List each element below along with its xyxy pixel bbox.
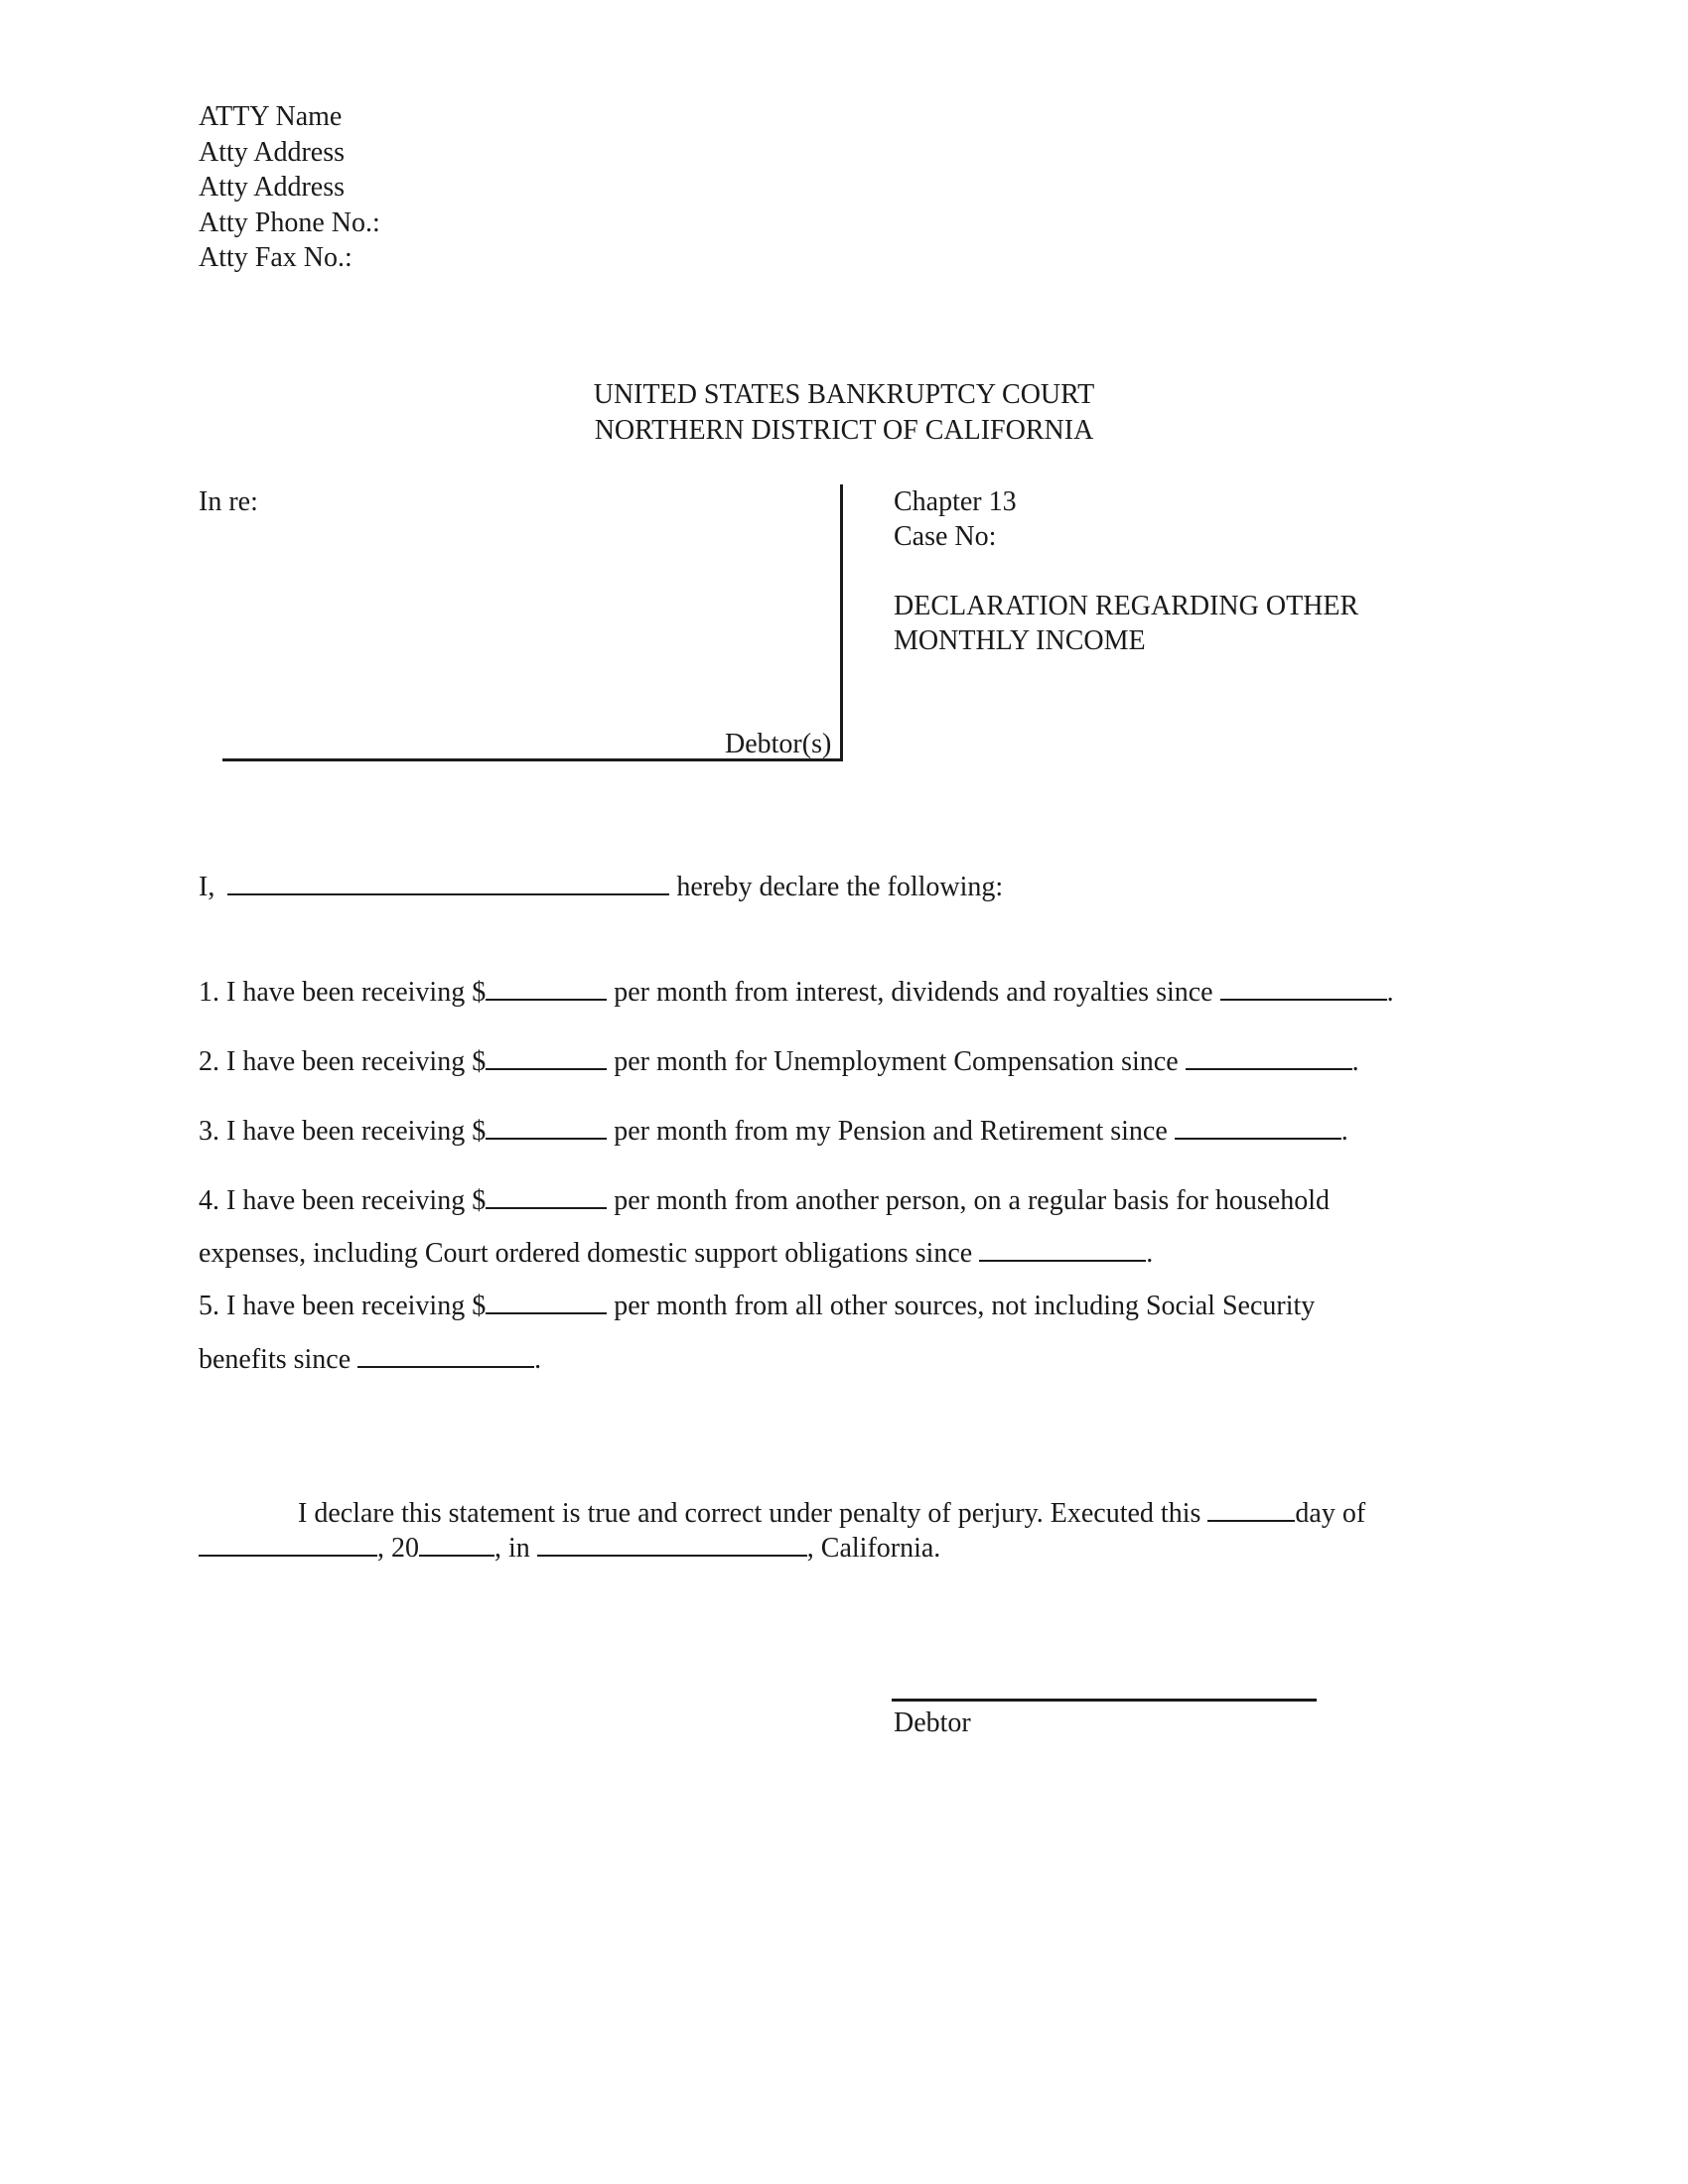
execution-day-blank[interactable]: [1207, 1494, 1295, 1522]
execution-month-blank[interactable]: [199, 1529, 377, 1557]
item-2-description: per month for Unemployment Compensation since: [607, 1046, 1186, 1077]
attorney-phone: Atty Phone No.:: [199, 206, 380, 238]
attorney-fax: Atty Fax No.:: [199, 242, 352, 273]
declarant-name-blank[interactable]: [227, 868, 669, 895]
debtor-signature-label: Debtor: [894, 1707, 971, 1738]
certification-year-prefix: , 20: [377, 1533, 419, 1564]
item-5-date-blank[interactable]: [357, 1340, 534, 1368]
attorney-block: [199, 99, 380, 276]
item-4-description-continued: expenses, including Court ordered domestic support obligations since: [199, 1238, 980, 1269]
item-1-start: 1. I have been receiving $: [199, 977, 487, 1008]
court-district: NORTHERN DISTRICT OF CALIFORNIA: [594, 415, 1094, 446]
execution-year-blank[interactable]: [419, 1529, 494, 1557]
item-1-amount-blank[interactable]: [486, 973, 607, 1001]
execution-city-blank[interactable]: [537, 1529, 807, 1557]
certification-line-1: [298, 1494, 1365, 1532]
court-heading: [0, 377, 1688, 449]
item-5-description: per month from all other sources, not including Social Security: [607, 1291, 1316, 1321]
income-item-5-continued: [199, 1340, 541, 1378]
case-number-label: Case No:: [894, 521, 997, 552]
court-name: UNITED STATES BANKRUPTCY COURT: [593, 379, 1095, 410]
item-3-start: 3. I have been receiving $: [199, 1116, 487, 1147]
certification-text: I declare this statement is true and correct under penalty of perjury. Executed this: [298, 1498, 1208, 1529]
declarant-prefix: I,: [199, 872, 215, 902]
item-2-end: .: [1351, 1046, 1359, 1077]
income-item-4: [199, 1181, 1330, 1219]
declarant-line: [199, 868, 1003, 905]
attorney-address-2: Atty Address: [199, 172, 345, 203]
caption-vertical-rule: [840, 484, 843, 760]
item-3-description: per month from my Pension and Retirement since: [607, 1116, 1175, 1147]
item-5-end: .: [534, 1344, 542, 1375]
document-title: [894, 589, 1358, 658]
chapter-label: Chapter 13: [894, 486, 1017, 517]
debtors-label: Debtor(s): [725, 729, 832, 759]
item-5-amount-blank[interactable]: [486, 1287, 607, 1314]
certification-day-of: day of: [1295, 1498, 1366, 1529]
income-item-3: [199, 1112, 1348, 1150]
item-4-start: 4. I have been receiving $: [199, 1185, 487, 1216]
item-4-end: .: [1146, 1238, 1154, 1269]
item-2-start: 2. I have been receiving $: [199, 1046, 487, 1077]
attorney-name: ATTY Name: [199, 101, 343, 132]
income-item-1: [199, 973, 1394, 1011]
in-re-label: In re:: [199, 486, 258, 517]
item-1-date-blank[interactable]: [1220, 973, 1387, 1001]
item-2-amount-blank[interactable]: [486, 1042, 607, 1070]
item-3-date-blank[interactable]: [1175, 1112, 1341, 1140]
item-5-start: 5. I have been receiving $: [199, 1291, 487, 1321]
item-3-end: .: [1340, 1116, 1348, 1147]
item-3-amount-blank[interactable]: [486, 1112, 607, 1140]
certification-in: , in: [494, 1533, 537, 1564]
declarant-suffix: hereby declare the following:: [676, 872, 1004, 902]
document-title-line-2: MONTHLY INCOME: [894, 625, 1146, 656]
document-title-line-1: DECLARATION REGARDING OTHER: [894, 591, 1359, 621]
certification-line-2: [199, 1529, 940, 1567]
item-4-date-blank[interactable]: [979, 1234, 1146, 1262]
item-4-amount-blank[interactable]: [486, 1181, 607, 1209]
item-1-end: .: [1386, 977, 1394, 1008]
item-4-description: per month from another person, on a regular basis for household: [607, 1185, 1331, 1216]
income-item-5: [199, 1287, 1315, 1324]
income-item-2: [199, 1042, 1359, 1080]
item-2-date-blank[interactable]: [1186, 1042, 1352, 1070]
certification-state: , California.: [806, 1533, 941, 1564]
attorney-address-1: Atty Address: [199, 136, 345, 168]
debtor-signature-line[interactable]: [892, 1699, 1317, 1702]
item-5-description-continued: benefits since: [199, 1344, 358, 1375]
item-1-description: per month from interest, dividends and royalties since: [607, 977, 1220, 1008]
income-item-4-continued: [199, 1234, 1153, 1272]
